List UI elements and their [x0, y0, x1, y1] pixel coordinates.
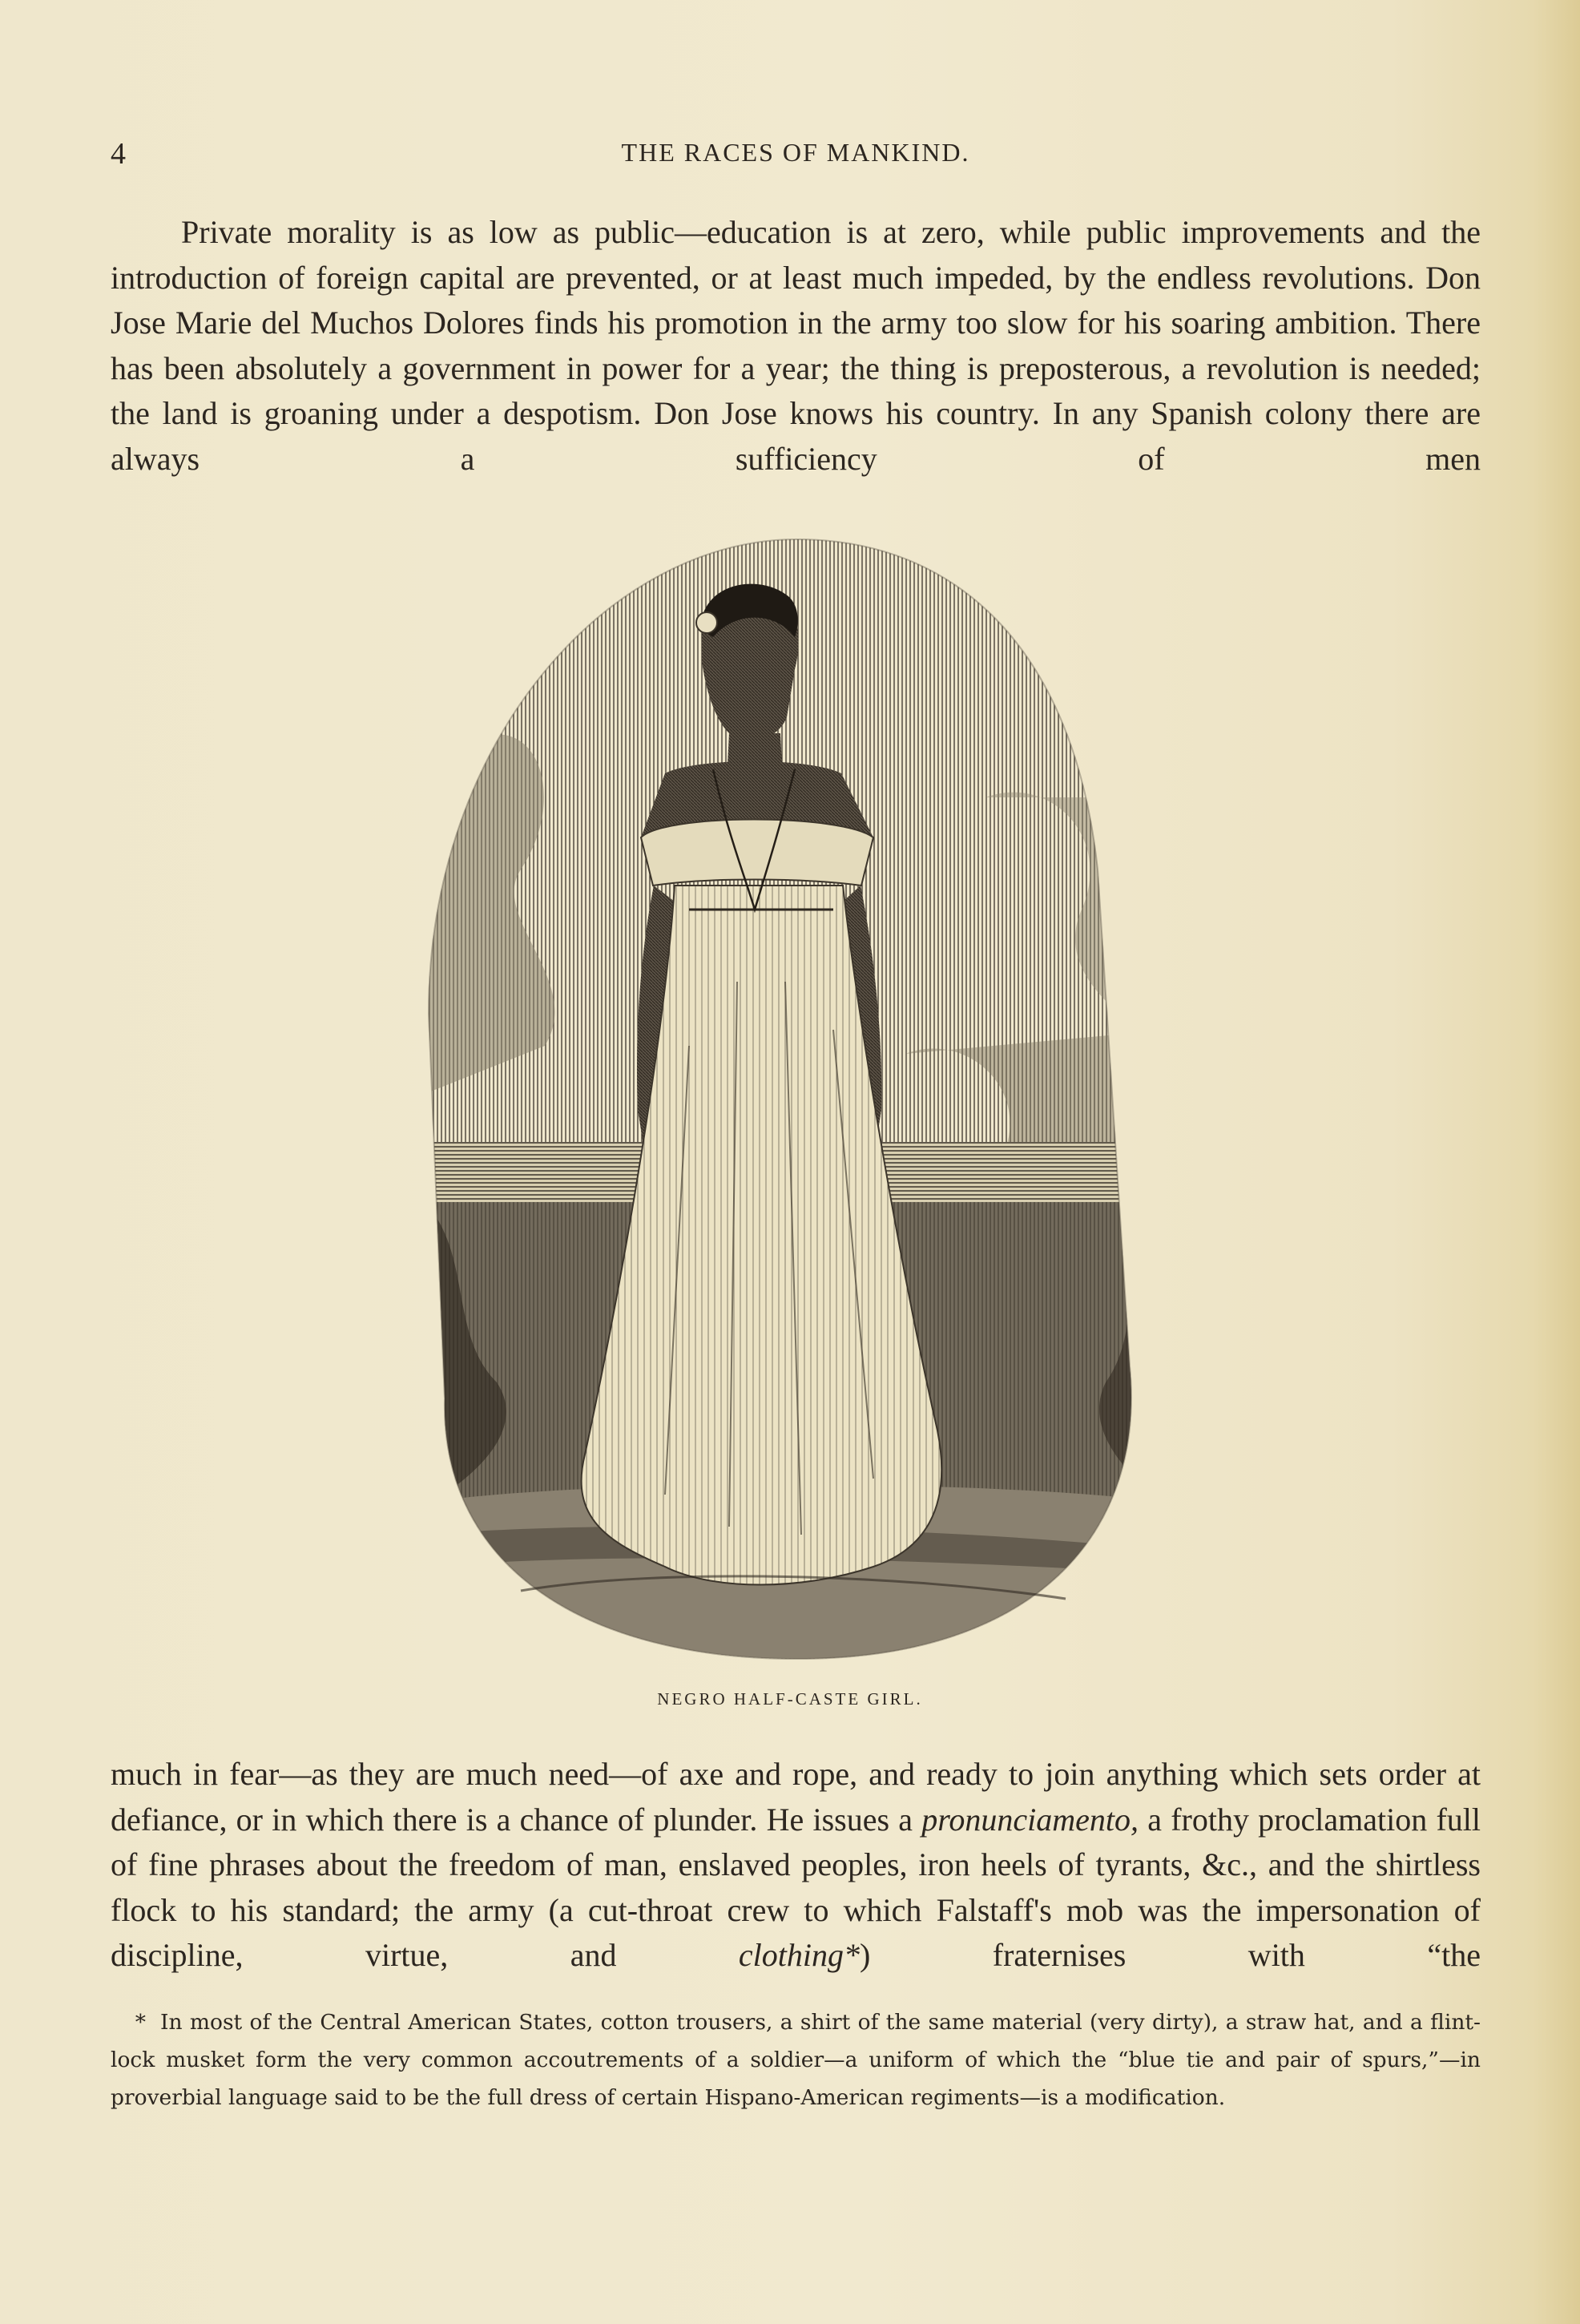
paragraph-bottom-text-3: ) fraternises with “the	[860, 1937, 1481, 1973]
paragraph-bottom	[111, 1752, 1481, 1979]
page-number: 4	[111, 137, 126, 171]
figure-caption: NEGRO HALF-CASTE GIRL.	[657, 1689, 923, 1709]
paragraph-top-text: Private morality is as low as public—education is at zero, while public improvements and the introduction of foreign capital are prevented, or at least much impeded, by the endless revolutions. Don Jose Marie del Muchos Dolores finds his promotion in the army too slow for his soaring ambition. There has been absolutely a government in power for a year; the thing is preposterous, a revolution is needed; the land is groaning under a despotism. Don Jose knows his country. In any Spanish colony there are always a sufficiency of men	[111, 214, 1481, 477]
paragraph-bottom-text-1: much in fear—as they are much need—of axe and rope, and ready to join anything which sets order at defiance, or in which there is a chance of plunder. He issues a	[111, 1756, 1481, 1838]
paragraph-bottom-text-2: a frothy proclamation full of fine phrases about the freedom of man, enslaved peoples, iron heels of tyrants, &c., and the shirtless flock to his standard; the army (a cut-throat crew to which Falstaff's mob was the impersonation of discipline, virtue, and	[111, 1801, 1481, 1973]
italic-pronunciamento: pronunciamento,	[921, 1801, 1139, 1838]
paragraph-top	[111, 210, 1481, 482]
page-header	[111, 136, 1481, 176]
italic-clothing: clothing*	[738, 1937, 861, 1973]
engraving-illustration	[425, 533, 1170, 1667]
footnote	[111, 2003, 1481, 2116]
running-title: THE RACES OF MANKIND.	[621, 138, 970, 167]
footnote-marker: *	[135, 2010, 146, 2035]
footnote-text: In most of the Central American States, cotton trousers, a shirt of the same material (very dirty), a straw hat, and a flint-lock musket form the very common accoutrements of a soldier—a uniform of which the “blue tie and pair of spurs,”—in proverbial language said to be the full dress of certain Hispano-American regiments—is a modification.	[111, 2010, 1481, 2110]
